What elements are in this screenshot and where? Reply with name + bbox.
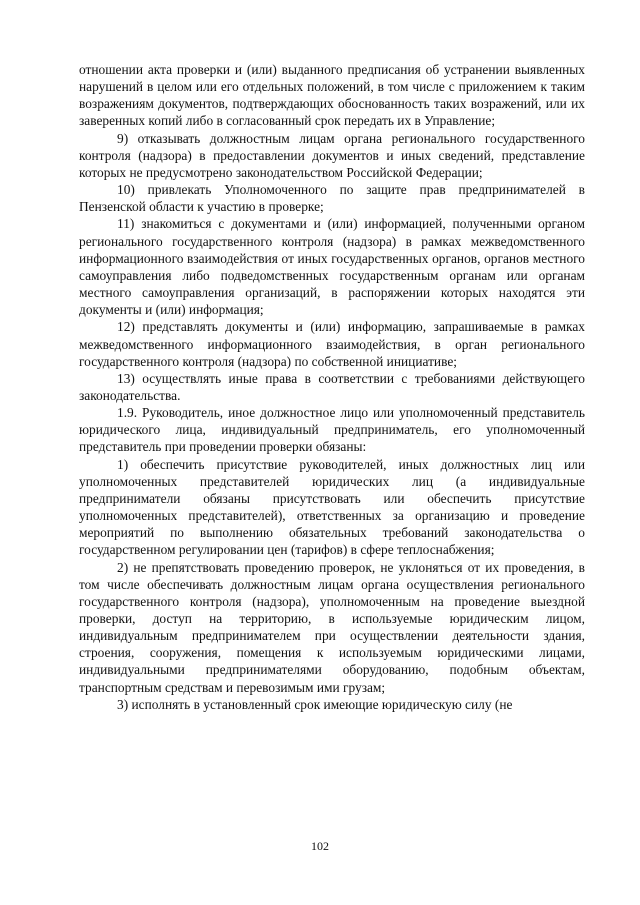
paragraph-item-12: 12) представлять документы и (или) информацию, запрашиваемые в рамках межведомственного информационного взаимодействия, в орган регионального государственного контроля (надзора) по собственной инициативе; (79, 319, 585, 369)
paragraph-section-1-9: 1.9. Руководитель, иное должностное лицо или уполномоченный представитель юридического лица, индивидуальный предприниматель, его уполномоченный представитель при проведении проверки обязаны: (79, 405, 585, 455)
paragraph-duty-2: 2) не препятствовать проведению проверок, не уклоняться от их проведения, в том числе обеспечивать должностным лицам органа осуществления регионального государственного контроля (надзора), уполномоченным на проведение выездной проверки, доступ на территорию, в используемые юридическим лицом, индивидуальным предпринимателем при осуществлении деятельности здания, строения, сооружения, помещения к используемым юридическими лицами, индивидуальными предпринимателями оборудованию, подобным объектам, транспортным средствам и перевозимым ими грузам; (79, 559, 585, 695)
paragraph-item-9: 9) отказывать должностным лицам органа регионального государственного контроля (надзора) в предоставлении документов и иных сведений, представление которых не предусмотрено законодательством Российской Федерации; (79, 130, 585, 180)
page-number: 102 (311, 839, 329, 853)
paragraph-duty-3: 3) исполнять в установленный срок имеющие юридическую силу (не (117, 696, 513, 712)
body-text (79, 61, 585, 713)
paragraph-item-11: 11) знакомиться с документами и (или) информацией, полученными органом регионального государственного контроля (надзора) в рамках межведомственного информационного взаимодействия от иных государственных органов, органов местного самоуправления либо подведомственных государственным органам или органам местного самоуправления организаций, в распоряжении которых находятся эти документы и (или) информация; (79, 216, 585, 318)
paragraph-duty-1: 1) обеспечить присутствие руководителей, иных должностных лиц или уполномоченных представителей юридических лиц (а индивидуальные предприниматели обязаны присутствовать или обеспечить присутствие уполномоченных представителей), ответственных за организацию и проведение мероприятий по выполнению обязательных требований законодательства о государственном регулировании цен (тарифов) в сфере теплоснабжения; (79, 456, 585, 558)
paragraph-continuation: отношении акта проверки и (или) выданного предписания об устранении выявленных нарушений в целом или его отдельных положений, в том числе с приложением к таким возражениям документов, подтверждающих обоснованность таких возражений, или их заверенных копий либо в согласованный срок передать их в Управление; (79, 62, 585, 129)
paragraph-item-13: 13) осуществлять иные права в соответствии с требованиями действующего законодательства. (79, 370, 585, 403)
paragraph-item-10: 10) привлекать Уполномоченного по защите прав предпринимателей в Пензенской области к участию в проверке; (79, 182, 585, 215)
